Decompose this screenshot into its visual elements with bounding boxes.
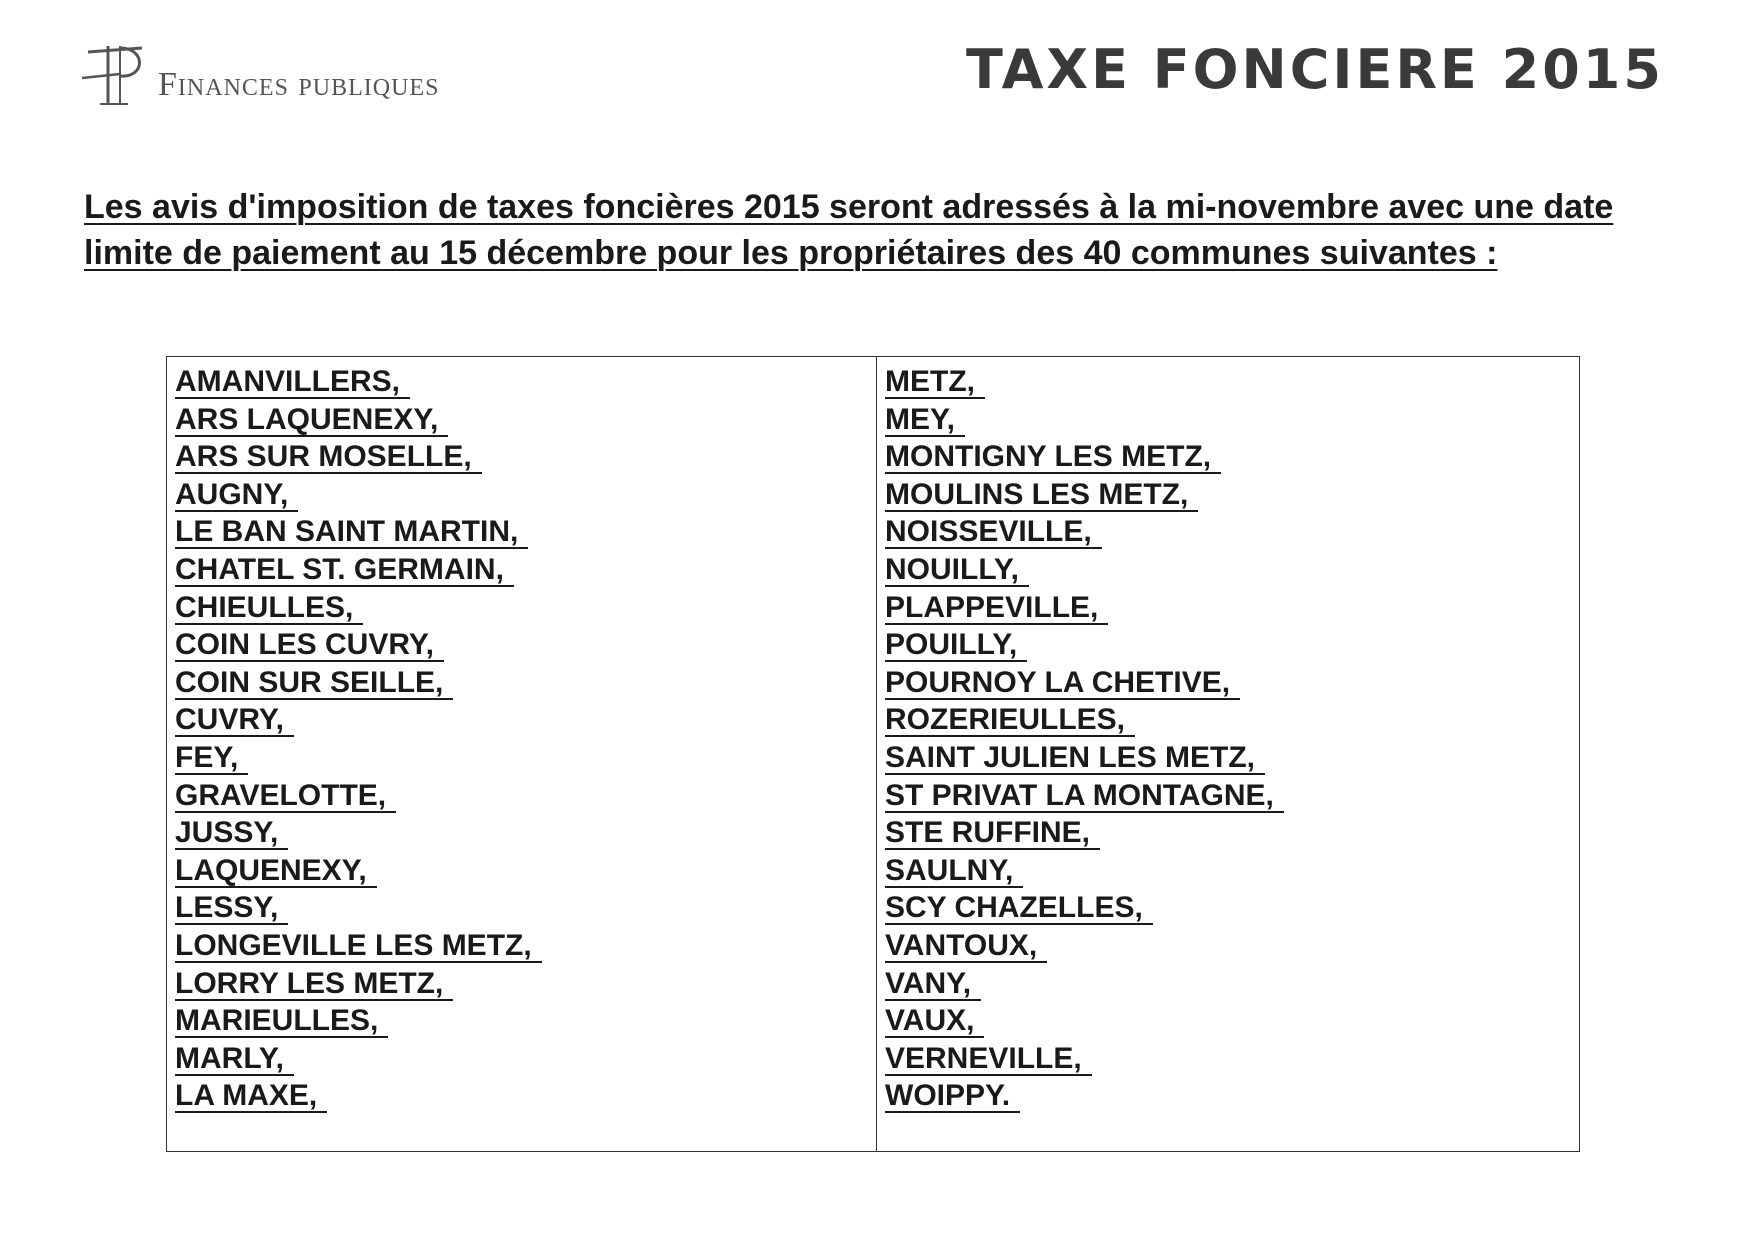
commune-item: POUILLY, bbox=[885, 626, 1284, 664]
commune-item: AUGNY, bbox=[175, 476, 542, 514]
communes-column-right bbox=[885, 363, 1284, 1115]
commune-item: MOULINS LES METZ, bbox=[885, 476, 1284, 514]
commune-item: FEY, bbox=[175, 739, 542, 777]
communes-table bbox=[166, 356, 1580, 1152]
communes-column-left bbox=[175, 363, 542, 1115]
finances-publiques-logo bbox=[80, 30, 600, 110]
commune-item: MONTIGNY LES METZ, bbox=[885, 438, 1284, 476]
commune-item: MARIEULLES, bbox=[175, 1002, 542, 1040]
fp-monogram-icon bbox=[80, 30, 150, 110]
commune-item: MEY, bbox=[885, 401, 1284, 439]
commune-item: ST PRIVAT LA MONTAGNE, bbox=[885, 777, 1284, 815]
commune-item: SAULNY, bbox=[885, 852, 1284, 890]
commune-item: NOISSEVILLE, bbox=[885, 513, 1284, 551]
intro-paragraph bbox=[84, 184, 1664, 276]
commune-item: WOIPPY. bbox=[885, 1077, 1284, 1115]
commune-item: LORRY LES METZ, bbox=[175, 965, 542, 1003]
commune-item: LESSY, bbox=[175, 889, 542, 927]
commune-item: PLAPPEVILLE, bbox=[885, 589, 1284, 627]
commune-item: LONGEVILLE LES METZ, bbox=[175, 927, 542, 965]
commune-item: CHIEULLES, bbox=[175, 589, 542, 627]
commune-item: VERNEVILLE, bbox=[885, 1040, 1284, 1078]
commune-item: COIN SUR SEILLE, bbox=[175, 664, 542, 702]
commune-item: LAQUENEXY, bbox=[175, 852, 542, 890]
commune-item: GRAVELOTTE, bbox=[175, 777, 542, 815]
commune-item: SCY CHAZELLES, bbox=[885, 889, 1284, 927]
commune-item: STE RUFFINE, bbox=[885, 814, 1284, 852]
commune-item: VANTOUX, bbox=[885, 927, 1284, 965]
logo-text: Finances publiques bbox=[158, 66, 440, 103]
commune-item: JUSSY, bbox=[175, 814, 542, 852]
intro-text: Les avis d'imposition de taxes foncières 2015 seront adressés à la mi-novembre avec une date limite de paiement au 15 décembre pour les propriétaires des 40 communes suivantes : bbox=[84, 188, 1614, 272]
commune-item: CUVRY, bbox=[175, 701, 542, 739]
column-divider bbox=[876, 357, 877, 1151]
commune-item: POURNOY LA CHETIVE, bbox=[885, 664, 1284, 702]
commune-item: METZ, bbox=[885, 363, 1284, 401]
commune-item: COIN LES CUVRY, bbox=[175, 626, 542, 664]
commune-item: VANY, bbox=[885, 965, 1284, 1003]
commune-item: ARS LAQUENEXY, bbox=[175, 401, 542, 439]
commune-item: VAUX, bbox=[885, 1002, 1284, 1040]
page-title: TAXE FONCIERE 2015 bbox=[966, 38, 1664, 101]
commune-item: MARLY, bbox=[175, 1040, 542, 1078]
commune-item: LE BAN SAINT MARTIN, bbox=[175, 513, 542, 551]
commune-item: AMANVILLERS, bbox=[175, 363, 542, 401]
commune-item: ARS SUR MOSELLE, bbox=[175, 438, 542, 476]
commune-item: ROZERIEULLES, bbox=[885, 701, 1284, 739]
commune-item: LA MAXE, bbox=[175, 1077, 542, 1115]
commune-item: CHATEL ST. GERMAIN, bbox=[175, 551, 542, 589]
commune-item: SAINT JULIEN LES METZ, bbox=[885, 739, 1284, 777]
commune-item: NOUILLY, bbox=[885, 551, 1284, 589]
